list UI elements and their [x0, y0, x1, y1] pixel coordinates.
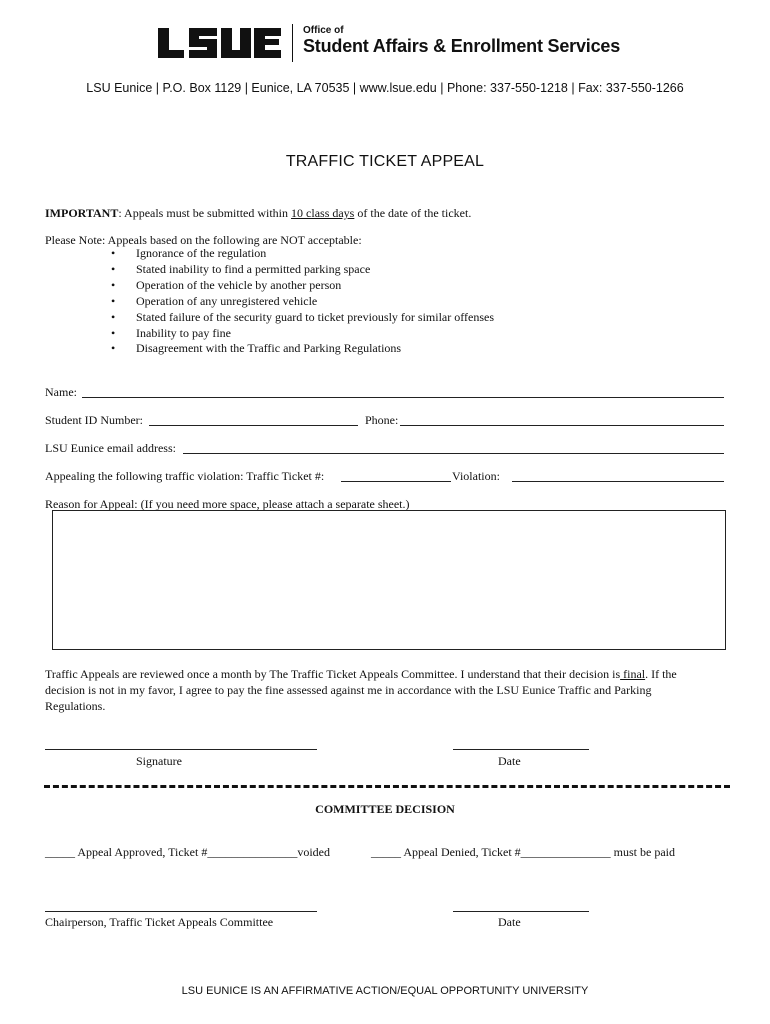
reason-textarea[interactable] — [52, 510, 726, 650]
agreement-text: Traffic Appeals are reviewed once a month by The Traffic Ticket Appeals Committee. I understand that their decision is — [45, 667, 621, 681]
contact-line: LSU Eunice | P.O. Box 1129 | Eunice, LA 70535 | www.lsue.edu | Phone: 337-550-1218 | Fax: 337-550-1266 — [86, 81, 684, 95]
deadline-text: 10 class days — [291, 206, 355, 220]
appeal-approved-row — [45, 844, 330, 860]
list-item: • Stated inability to find a permitted parking space — [110, 262, 494, 278]
signature-line[interactable] — [45, 749, 317, 750]
email-field[interactable] — [183, 453, 724, 454]
unacceptable-reasons-list — [110, 246, 494, 357]
ticket-number-label: Appealing the following traffic violation: Traffic Ticket #: — [45, 469, 325, 483]
ticket-number-field[interactable] — [341, 481, 451, 482]
important-label: IMPORTANT — [45, 206, 119, 220]
appeal-denied-row — [371, 844, 675, 860]
dashed-separator — [44, 785, 730, 788]
approved-label: Appeal Approved, Ticket # — [75, 845, 208, 859]
agreement-text: . If the — [645, 667, 677, 681]
list-item: • Ignorance of the regulation — [110, 246, 494, 262]
final-text: final — [620, 667, 646, 681]
list-item: • Stated failure of the security guard to ticket previously for similar offenses — [110, 310, 494, 326]
signature-date-line[interactable] — [453, 749, 589, 750]
reason-label: Reason for Appeal: (If you need more space, please attach a separate sheet.) — [45, 497, 410, 511]
name-field[interactable] — [82, 397, 724, 398]
important-text: : Appeals must be submitted within — [118, 206, 292, 220]
email-label: LSU Eunice email address: — [45, 441, 176, 455]
list-item: • Operation of the vehicle by another person — [110, 278, 494, 294]
list-item: • Disagreement with the Traffic and Parking Regulations — [110, 341, 494, 357]
approved-check-blank[interactable]: _____ — [45, 845, 75, 859]
important-text-end: of the date of the ticket. — [354, 206, 472, 220]
approved-suffix: voided — [297, 845, 330, 859]
violation-label: Violation: — [452, 469, 500, 483]
list-item: • Operation of any unregistered vehicle — [110, 294, 494, 310]
document-title: TRAFFIC TICKET APPEAL — [285, 153, 485, 170]
agreement-line — [45, 666, 735, 682]
important-notice — [45, 205, 471, 221]
agreement-line: decision is not in my favor, I agree to pay the fine assessed against me in accordance with the LSU Eunice Traffic and Parking — [45, 683, 652, 697]
phone-field[interactable] — [400, 425, 724, 426]
signature-label: Signature — [136, 754, 182, 768]
signature-date-label: Date — [498, 754, 521, 768]
office-name: Student Affairs & Enrollment Services — [303, 36, 621, 56]
denied-check-blank[interactable]: _____ — [371, 845, 401, 859]
name-label: Name: — [45, 385, 77, 399]
chairperson-signature-line[interactable] — [45, 911, 317, 912]
phone-label: Phone: — [365, 413, 399, 427]
denied-label: Appeal Denied, Ticket # — [401, 845, 521, 859]
lsue-logo — [156, 26, 282, 60]
violation-field[interactable] — [512, 481, 724, 482]
student-id-field[interactable] — [149, 425, 358, 426]
committee-date-line[interactable] — [453, 911, 589, 912]
header-divider — [292, 24, 293, 62]
approved-ticket-blank[interactable]: _______________ — [207, 845, 298, 859]
denied-ticket-blank[interactable]: _______________ — [520, 845, 611, 859]
footer-statement: LSU EUNICE IS AN AFFIRMATIVE ACTION/EQUAL OPPORTUNITY UNIVERSITY — [181, 985, 589, 997]
office-of-label: Office of — [303, 25, 344, 36]
student-id-label: Student ID Number: — [45, 413, 143, 427]
committee-date-label: Date — [498, 915, 521, 929]
committee-heading: COMMITTEE DECISION — [315, 802, 455, 816]
note-intro: Please Note: Appeals based on the following are NOT acceptable: — [45, 233, 362, 247]
chairperson-label: Chairperson, Traffic Ticket Appeals Committee — [45, 915, 274, 929]
denied-suffix: must be paid — [610, 845, 675, 859]
agreement-paragraph — [45, 666, 735, 714]
list-item: • Inability to pay fine — [110, 326, 494, 342]
agreement-line: Regulations. — [45, 699, 106, 713]
